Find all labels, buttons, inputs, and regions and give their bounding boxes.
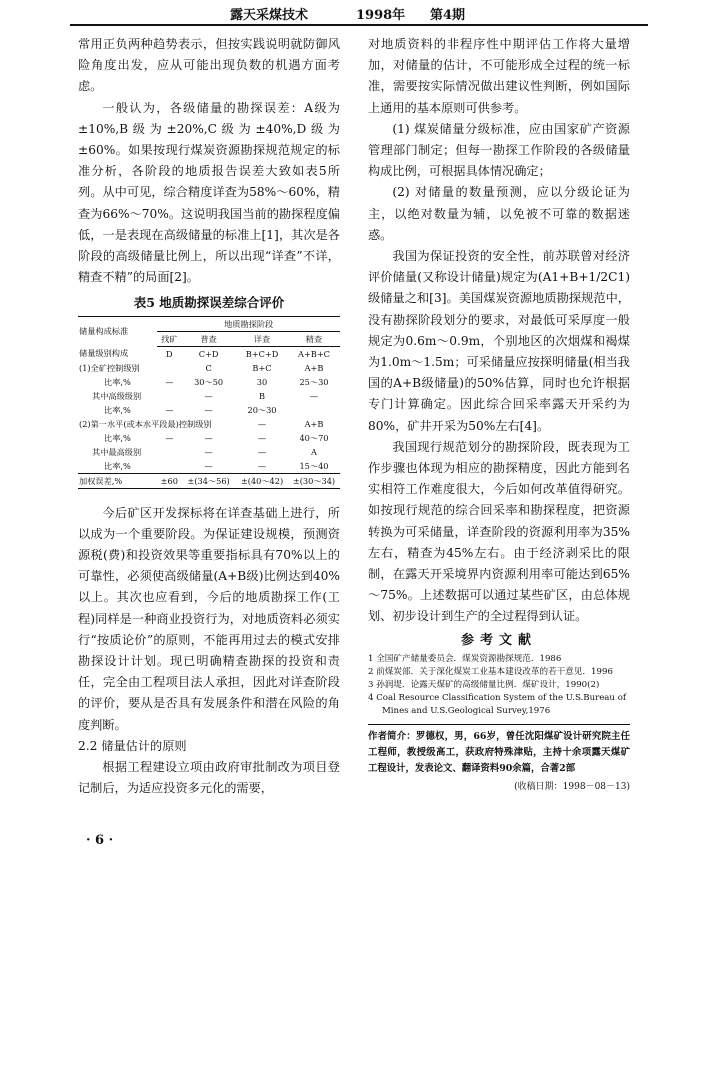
table-header-cell: 精查 — [288, 331, 340, 346]
table-cell — [157, 361, 181, 375]
table-row — [78, 459, 340, 474]
table-cell: A+B — [304, 418, 324, 429]
table-cell: A — [311, 446, 317, 457]
table-cell: D — [165, 348, 173, 359]
reference-item: 2 前煤炭部．关于深化煤炭工业基本建设改革的若干意见．1996 — [368, 666, 613, 677]
table-row — [78, 417, 340, 431]
received-date: (收稿日期：1998－08－13) — [514, 781, 630, 792]
reference-item: 1 全国矿产储量委员会．煤炭资源勘探规范．1986 — [368, 653, 562, 664]
table-cell: ±(34～56) — [181, 473, 236, 488]
table-header-cell: 找矿 — [157, 331, 181, 346]
table-row — [78, 389, 340, 403]
row-label: 其中高级级别 — [92, 390, 142, 401]
reference-item: 4 Coal Resource Classification System of the U.S.Bureau of Mines and U.S.Geological Survey,1976 — [368, 692, 627, 716]
table-cell: — — [257, 432, 267, 443]
table-cell: — — [204, 460, 213, 471]
row-label: (2)第一水平(或本水平段最)控制级别 — [79, 418, 212, 429]
paragraph: 根据工程建设立项由政府审批制改为项目登记制后，为适应投资多元化的需要， — [78, 760, 340, 796]
table-cell — [288, 403, 340, 417]
table-header-cell: 详查 — [236, 331, 288, 346]
table-row — [78, 375, 340, 389]
paragraph: 对地质资料的非程序性中期评估工作将大量增加，对储量的估计，不可能形成全过程的统一标准，需要按实际情况做出建议性判断，例如国际上通用的基本原则可供参考。 — [368, 37, 630, 115]
row-label: 比率,% — [104, 432, 131, 443]
reference-item: 3 孙润堤．论露天煤矿的高级储量比例．煤矿设计，1990(2) — [368, 679, 600, 690]
paragraph: 我国现行规范划分的勘探阶段，既表现为工作步骤也体现为相应的勘探精度，因此方能到名实相符工作难度很大，今后如何改革值得研究。如按现行规范的综合回采率和勘探程度，把资源转换为可采储量，详查阶段的资源利用率为35%左右，精查为45%左右。由于经济剥采比的限制，在露天开采境界内资源利用率可能达到65%～75%。上述数据可以通过某些矿区，由总体规划、初步设计到生产的全过程得到认证。 — [368, 439, 630, 624]
paragraph: (2) 对储量的数量预测，应以分级论证为主，以绝对数量为辅，以免被不可靠的数据迷惑。 — [368, 185, 630, 242]
table-header-cell: 普查 — [181, 331, 236, 346]
row-label: 加权误差,% — [78, 473, 157, 488]
table-cell: — — [165, 404, 174, 415]
table-cell: — — [165, 432, 174, 443]
table-cell: C+D — [198, 348, 219, 359]
table-cell: 25～30 — [299, 376, 329, 387]
paragraph: (1) 煤炭储量分级标准，应由国家矿产资源管理部门制定；但每一勘探工作阶段的各级储量构成比例，可根据具体情况确定； — [368, 121, 630, 179]
row-label: (1)全矿控制级别 — [79, 362, 140, 373]
page-number: · 6 · — [86, 833, 114, 848]
paragraph: 一般认为，各级储量的勘探误差：A级为±10%,B级为±20%,C级为±40%,D级为±60%。如果按现行煤炭资源勘探规范规定的标准分析，各阶段的地质报告误差大致如表5所列。从中可见，综合精度详查为58%～60%，精查为66%～70%。这说明我国当前的勘探程度偏低，一是表现在高级储量的标准上[1]，其次是各阶段的高级储量比例上，所以出现“详查”不详，精查不精”的局面[2]。 — [78, 100, 340, 285]
table-header-group: 地质勘探阶段 — [157, 316, 340, 331]
table-cell: 15～40 — [299, 460, 329, 471]
table-cell: B+C+D — [245, 348, 279, 359]
table-cell: B — [258, 390, 266, 401]
table-cell — [157, 459, 181, 474]
table-cell: — — [257, 418, 267, 429]
paragraph: 常用正负两种趋势表示，但按实践说明就防御风险角度出发，应从可能出现负数的机遇方面考虑。 — [78, 37, 340, 94]
row-label: 比率,% — [104, 460, 131, 471]
section-heading: 2.2 储量估计的原则 — [78, 738, 187, 753]
row-label: 比率,% — [104, 404, 131, 415]
paragraph: 我国为保证投资的安全性，前苏联曾对经济评价储量(又称设计储量)规定为(A1+B+1/2C1)级储量之和[3]。美国煤炭资源地质勘探规范中，没有勘探阶段划分的要求，对最低可采厚度一般规定为0.6m～0.9m，个别地区的次烟煤和褐煤为1.0m～1.5m；可采储量应按探明储量(相当我国的A+B级储量)的50%估算，同时也允许根据专门计算确定。因此综合回采率露天开采约为80%，矿井开采为50%左右[4]。 — [368, 249, 630, 433]
journal-issue: 第4期 — [430, 8, 466, 23]
table-cell: 30 — [256, 376, 268, 387]
table-cell: A+B — [304, 362, 324, 373]
table-cell: — — [204, 404, 213, 415]
table-cell: — — [204, 446, 213, 457]
table-cell: ±60 — [157, 473, 181, 488]
row-label: 储量级别构成 — [79, 348, 129, 359]
right-column — [368, 34, 630, 795]
table-cell: 20～30 — [247, 404, 277, 415]
survey-error-table — [78, 316, 340, 489]
table-row — [78, 403, 340, 417]
table-row — [78, 473, 340, 488]
table-row — [78, 445, 340, 459]
table-row — [78, 361, 340, 375]
table-cell: 30～50 — [194, 376, 224, 387]
table-cell: C — [205, 362, 212, 373]
left-column — [78, 34, 340, 799]
table-cell: 40～70 — [299, 432, 329, 443]
author-bio: 作者简介：罗德权，男，66岁，曾任沈阳煤矿设计研究院主任工程师，教授级高工，获政府特殊津贴，主持十余项露天煤矿工程设计，发表论文、翻译资料90余篇，合著2部 — [368, 724, 630, 777]
table-cell: — — [309, 390, 319, 401]
table-row — [78, 346, 340, 361]
journal-year: 1998年 — [356, 8, 406, 23]
journal-name: 露天采煤技术 — [230, 8, 309, 23]
table-cell: — — [165, 376, 174, 387]
references-title: 参考文献 — [460, 632, 537, 648]
table-cell: A+B+C — [298, 348, 330, 359]
table-cell: — — [257, 460, 267, 471]
table-title: 表5 地质勘探误差综合评价 — [133, 295, 285, 311]
paragraph: 今后矿区开发探标将在详查基础上进行，所以成为一个重要阶段。为保证建设规模，预测资源税(费)和投资效果等重要指标具有70%以上的可靠性，必须使高级储量(A+B级)比例达到40%以上。其次也应看到，今后的地质勘探工作(工程)同样是一种商业投资行为，对地质资料必须实行“按质论价”的原则，不能再用过去的模式安排勘探设计计划。现已明确精查勘探的投资和责任，完全由工程项目法人承担，因此对详查阶段的评价，要从是否具有发展条件和潜在风险的角度判断。 — [78, 505, 340, 732]
table-cell: — — [204, 432, 213, 443]
row-label: 其中最高级别 — [92, 446, 142, 457]
table-cell: — — [257, 446, 267, 457]
table-cell — [157, 445, 181, 459]
table-row — [78, 431, 340, 445]
table-cell: B+C — [252, 362, 272, 373]
table-cell: ±(30～34) — [288, 473, 340, 488]
row-label: 比率,% — [104, 376, 131, 387]
table-cell: ±(40～42) — [236, 473, 288, 488]
table-cell: — — [204, 390, 213, 401]
running-header — [70, 2, 648, 26]
table-header-label: 储量构成标准 — [79, 326, 129, 337]
table-cell — [157, 389, 181, 403]
